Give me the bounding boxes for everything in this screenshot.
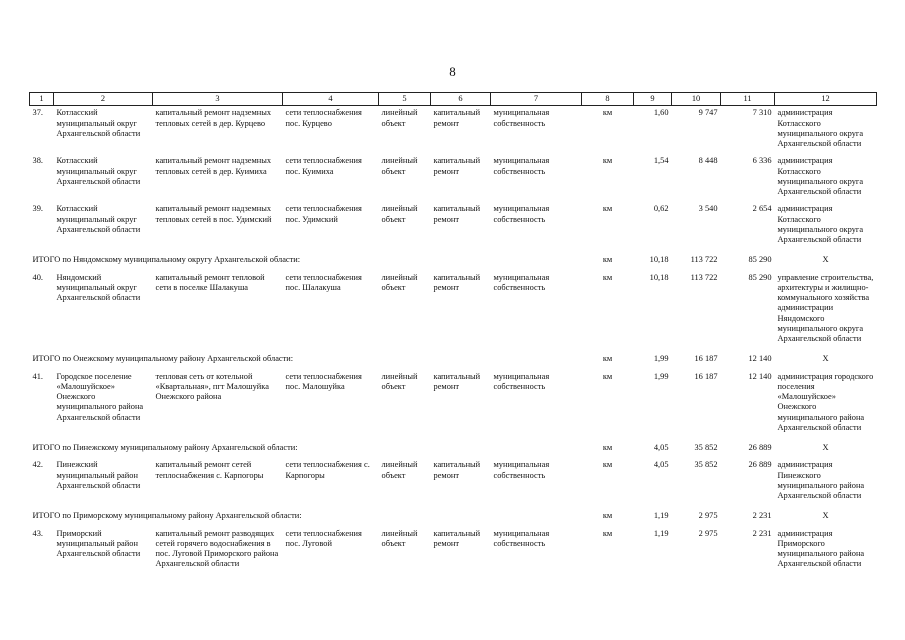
property-cell: муниципальная собственность: [493, 371, 550, 391]
cost-total-cell: 113 722: [690, 272, 718, 282]
owner-cell: Пинежский муниципальный район Архангельской области: [56, 460, 141, 490]
owner-cell: Котласский муниципальный округ Архангельской области: [56, 108, 141, 138]
length-cell: 0,62: [653, 204, 669, 214]
unit-cell: км: [602, 460, 613, 470]
unit-cell: км: [602, 255, 613, 265]
unit-cell: км: [602, 354, 613, 364]
cost-total-cell: 3 540: [698, 204, 718, 214]
table-row: [30, 106, 877, 155]
repair-cell: капитальный ремонт: [433, 371, 481, 391]
admin-cell: администрация Котласского муниципального округа Архангельской области: [777, 204, 864, 244]
cost-part-cell: 6 336: [752, 156, 772, 166]
cost-part-cell: 85 290: [748, 272, 772, 282]
header-cell: 4: [283, 93, 379, 106]
header-cell: 8: [582, 93, 634, 106]
total-label: ИТОГО по Онежскому муниципальному району Архангельской области:: [32, 354, 294, 364]
owner-cell: Котласский муниципальный округ Архангельской области: [56, 156, 141, 186]
header-cell: 2: [54, 93, 153, 106]
object-cell: сети теплоснабжения пос. Луговой: [285, 528, 362, 548]
admin-cell: управление строительства, архитектуры и жилищно-коммунального хозяйства администрации Няндомского муниципального округа Архангельской области: [777, 272, 874, 343]
header-cell: 6: [431, 93, 491, 106]
table-row: [30, 271, 877, 350]
row-number: 40.: [32, 272, 43, 282]
admin-cell: администрация Приморского муниципального района Архангельской области: [777, 528, 865, 569]
total-label: ИТОГО по Приморскому муниципальному району Архангельской области:: [32, 511, 302, 521]
cost-total-cell: 35 852: [694, 460, 718, 470]
work-cell: капитальный ремонт надземных тепловых сетей в дер. Куимиха: [155, 156, 272, 176]
unit-cell: км: [602, 371, 613, 381]
work-cell: капитальный ремонт тепловой сети в поселке Шалакуша: [155, 272, 265, 292]
object-cell: сети теплоснабжения пос. Малошуйка: [285, 371, 362, 391]
work-cell: капитальный ремонт надземных тепловых сетей в дер. Курцево: [155, 108, 272, 128]
cost-part-cell: 12 140: [748, 354, 772, 364]
cost-part-cell: 26 889: [748, 460, 772, 470]
property-cell: муниципальная собственность: [493, 204, 550, 224]
object-cell: сети теплоснабжения пос. Шалакуша: [285, 272, 362, 292]
unit-cell: км: [602, 204, 613, 214]
length-cell: 1,99: [653, 371, 669, 381]
unit-cell: км: [602, 511, 613, 521]
page-number: 8: [449, 64, 456, 79]
repair-cell: капитальный ремонт: [433, 272, 481, 292]
property-cell: муниципальная собственность: [493, 272, 550, 292]
table-row: [30, 202, 877, 250]
owner-cell: Городское поселение «Малошуйское» Онежского муниципального района Архангельской области: [56, 371, 144, 422]
length-cell: 1,54: [653, 156, 669, 166]
property-cell: муниципальная собственность: [493, 528, 550, 548]
length-cell: 4,05: [653, 443, 669, 452]
header-cell: 9: [634, 93, 672, 106]
kind-cell: линейный объект: [381, 528, 418, 548]
table-row: [30, 154, 877, 202]
header-cell: 10: [672, 93, 721, 106]
work-cell: тепловая сеть от котельной «Квартальная», пгт Малошуйка Онежского района: [155, 371, 269, 401]
cost-part-cell: 2 231: [752, 528, 772, 538]
kind-cell: линейный объект: [381, 156, 418, 176]
cost-total-cell: 35 852: [694, 443, 718, 452]
total-label: ИТОГО по Няндомскому муниципальному округу Архангельской области:: [32, 255, 301, 265]
table-row: [30, 370, 877, 439]
work-cell: капитальный ремонт надземных тепловых сетей в пос. Удимский: [155, 204, 272, 224]
header-cell: 7: [491, 93, 582, 106]
header-cell: 12: [775, 93, 877, 106]
unit-cell: км: [602, 272, 613, 282]
object-cell: сети теплоснабжения пос. Курцево: [285, 108, 362, 128]
header-cell: 1: [30, 93, 54, 106]
work-cell: капитальный ремонт разводящих сетей горячего водоснабжения в пос. Луговой Приморского района Архангельской области: [155, 528, 279, 569]
cost-total-cell: 113 722: [690, 255, 718, 265]
x-mark: Х: [822, 354, 829, 364]
cost-part-cell: 12 140: [748, 371, 772, 381]
row-number: 43.: [32, 528, 43, 538]
repair-cell: капитальный ремонт: [433, 156, 481, 176]
cost-part-cell: 7 310: [752, 108, 772, 118]
table-row: [30, 458, 877, 506]
owner-cell: Приморский муниципальный район Архангельской области: [56, 528, 141, 558]
length-cell: 1,60: [653, 108, 669, 118]
kind-cell: линейный объект: [381, 272, 418, 292]
length-cell: 10,18: [649, 255, 669, 265]
row-number: 38.: [32, 156, 43, 166]
object-cell: сети теплоснабжения пос. Куимиха: [285, 156, 362, 176]
property-cell: муниципальная собственность: [493, 108, 550, 128]
kind-cell: линейный объект: [381, 108, 418, 128]
total-label: ИТОГО по Пинежскому муниципальному району Архангельской области:: [32, 443, 298, 452]
total-row: [30, 506, 877, 526]
x-mark: Х: [822, 255, 829, 265]
cost-total-cell: 8 448: [698, 156, 718, 166]
admin-cell: администрация городского поселения «Малошуйское» Онежского муниципального района Архангельской области: [777, 371, 874, 432]
total-row: [30, 438, 877, 458]
unit-cell: км: [602, 443, 613, 452]
row-number: 39.: [32, 204, 43, 214]
cost-total-cell: 16 187: [694, 371, 718, 381]
length-cell: 1,19: [653, 528, 669, 538]
unit-cell: км: [602, 156, 613, 166]
cost-part-cell: 26 889: [748, 443, 772, 452]
unit-cell: км: [602, 528, 613, 538]
table-row: [30, 527, 877, 575]
owner-cell: Няндомский муниципальный округ Архангельской области: [56, 272, 141, 302]
object-cell: сети теплоснабжения пос. Удимский: [285, 204, 362, 224]
x-mark: Х: [822, 511, 829, 521]
admin-cell: администрация Пинежского муниципального района Архангельской области: [777, 460, 865, 500]
total-row: [30, 250, 877, 270]
repair-cell: капитальный ремонт: [433, 204, 481, 224]
repair-cell: капитальный ремонт: [433, 108, 481, 128]
cost-total-cell: 9 747: [698, 108, 718, 118]
total-row: [30, 349, 877, 369]
kind-cell: линейный объект: [381, 371, 418, 391]
column-number-header: [30, 93, 877, 106]
property-cell: муниципальная собственность: [493, 460, 550, 480]
header-cell: 11: [721, 93, 775, 106]
x-mark: Х: [822, 443, 829, 452]
row-number: 42.: [32, 460, 43, 470]
cost-total-cell: 2 975: [698, 528, 718, 538]
cost-part-cell: 2 654: [752, 204, 772, 214]
kind-cell: линейный объект: [381, 460, 418, 480]
row-number: 37.: [32, 108, 43, 118]
repair-cell: капитальный ремонт: [433, 528, 481, 548]
repair-cell: капитальный ремонт: [433, 460, 481, 480]
cost-total-cell: 16 187: [694, 354, 718, 364]
unit-cell: км: [602, 108, 613, 118]
length-cell: 10,18: [649, 272, 669, 282]
property-cell: муниципальная собственность: [493, 156, 550, 176]
cost-total-cell: 2 975: [698, 511, 718, 521]
row-number: 41.: [32, 371, 43, 381]
length-cell: 1,99: [653, 354, 669, 364]
projects-table: [29, 92, 877, 575]
cost-part-cell: 2 231: [752, 511, 772, 521]
admin-cell: администрация Котласского муниципального округа Архангельской области: [777, 156, 864, 196]
header-cell: 3: [153, 93, 283, 106]
length-cell: 4,05: [653, 460, 669, 470]
length-cell: 1,19: [653, 511, 669, 521]
object-cell: сети теплоснабжения с. Карпогоры: [285, 460, 370, 480]
header-cell: 5: [379, 93, 431, 106]
admin-cell: администрация Котласского муниципального округа Архангельской области: [777, 108, 864, 148]
kind-cell: линейный объект: [381, 204, 418, 224]
work-cell: капитальный ремонт сетей теплоснабжения с. Карпогоры: [155, 460, 264, 480]
owner-cell: Котласский муниципальный округ Архангельской области: [56, 204, 141, 234]
cost-part-cell: 85 290: [748, 255, 772, 265]
